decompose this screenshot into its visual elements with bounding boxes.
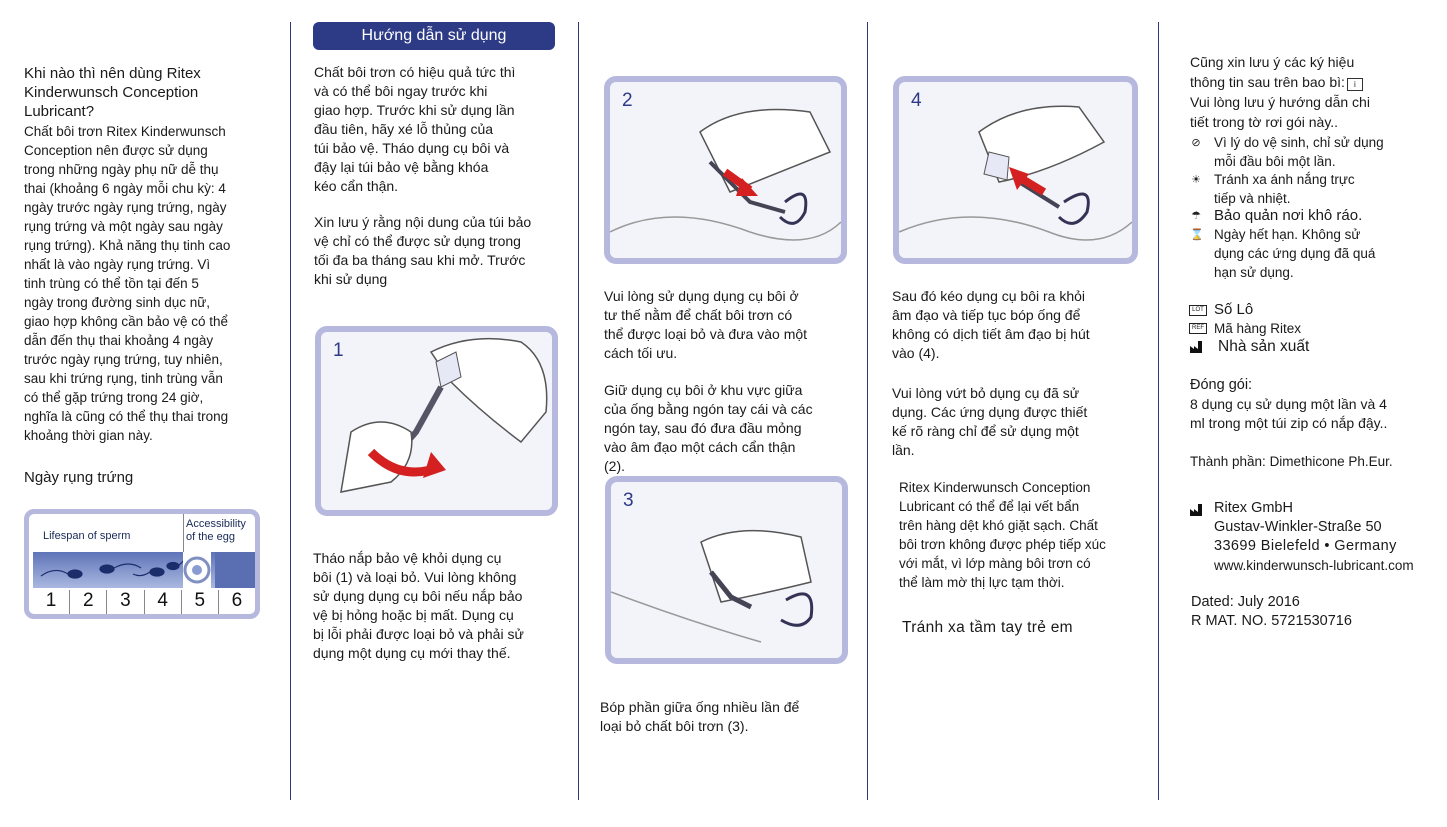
- company-address: [1214, 499, 1444, 575]
- day-3: 3: [107, 590, 144, 614]
- column-divider: [290, 22, 291, 800]
- umbrella-icon: ☂: [1191, 210, 1201, 222]
- instructions-header: Hướng dẫn sử dụng: [313, 22, 555, 50]
- egg-accessibility-label: Accessibility of the egg: [186, 518, 246, 543]
- sym-sunlight: Tránh xa ánh nắng trực tiếp và nhiệt.: [1214, 172, 1355, 206]
- factory-icon-address: [1190, 504, 1204, 516]
- lot-icon: LOT: [1189, 305, 1207, 316]
- column-divider: [1158, 22, 1159, 800]
- day-4: 4: [145, 590, 182, 614]
- column-divider: [867, 22, 868, 800]
- hourglass-icon: ⌛: [1190, 229, 1204, 241]
- sperm-band: [33, 552, 255, 588]
- step-3-number: 3: [623, 490, 634, 511]
- sym-single-use: Vì lý do vệ sinh, chỉ sử dụng mỗi đầu bôi một lần.: [1214, 135, 1384, 169]
- col1-body: Chất bôi trơn Ritex Kinderwunsch Conception nên được sử dụng trong những ngày phụ nữ dễ thụ thai (khoảng 6 ngày mỗi chu kỳ: 4 ngày trước ngày rụng trứng, ngày rụng trứng và một ngày sau ngày rụng trứng). Khả năng thụ tinh cao nhất là vào ngày rụng trứng. Vì tinh trùng có thể tồn tại đến 5 ngày trong đường sinh dục nữ, giao hợp không cần bảo vệ có thể dẫn đến thụ thai khoảng 4 ngày trước ngày rụng trứng, tuy nhiên, sau khi trứng rụng, tinh trùng vẫn có thể gặp trứng trong 24 giờ, nghĩa là cũng có thể thụ thai trong khoảng thời gian này.: [24, 124, 231, 443]
- column-divider: [578, 22, 579, 800]
- col3-para-1: Vui lòng sử dụng dụng cụ bôi ở tư thế nằm để chất bôi trơn có thể được loại bỏ và đưa vào một cách tối ưu.: [604, 288, 808, 361]
- day-6: 6: [231, 590, 243, 611]
- packaging-title: Đóng gói:: [1190, 377, 1253, 393]
- fertility-chart: [24, 509, 260, 619]
- col5-intro: Cũng xin lưu ý các ký hiệu thông tin sau trên bao bì: i Vui lòng lưu ý hướng dẫn chi tiết trong tờ rơi gói này..: [1190, 54, 1370, 130]
- children-warning: Tránh xa tầm tay trẻ em: [902, 619, 1073, 636]
- sunlight-icon: ☀: [1191, 174, 1201, 186]
- step-1-illustration: [315, 326, 558, 516]
- step-3-illustration: [605, 476, 848, 664]
- info-symbol-icon: i: [1347, 78, 1363, 91]
- day-numbers: [33, 590, 255, 614]
- single-use-icon: ⊘: [1191, 137, 1201, 149]
- col4-para-1: Sau đó kéo dụng cụ bôi ra khỏi âm đạo và tiếp tục bóp ống để không có dịch tiết âm đạo bị hút vào (4).: [892, 288, 1090, 361]
- company-name: Ritex GmbH: [1214, 500, 1293, 516]
- col4-para-2: Vui lòng vứt bỏ dụng cụ đã sử dụng. Các ứng dụng được thiết kế rõ ràng chỉ để sử dụng một lần.: [892, 385, 1088, 458]
- ref-icon: REF: [1189, 323, 1207, 334]
- rmat-number: R MAT. NO. 5721530716: [1191, 613, 1352, 629]
- col2-para-3: Tháo nắp bảo vệ khỏi dụng cụ bôi (1) và loại bỏ. Vui lòng không sử dụng dụng cụ bôi nếu nắp bảo vệ bị hỏng hoặc bị mất. Dụng cụ bị lỗi phải được loại bỏ và phải sử dụng một dụng cụ mới thay thế.: [313, 550, 524, 661]
- col1-heading: Khi nào thì nên dùng Ritex Kinderwunsch Conception Lubricant?: [24, 65, 201, 120]
- step-2-illustration: [604, 76, 847, 264]
- step-2-number: 2: [622, 90, 633, 111]
- col4-para-3: Ritex Kinderwunsch Conception Lubricant có thể để lại vết bẩn trên hàng dệt khó giặt sạch. Chất bôi trơn không được phép tiếp xúc với mắt, vì lớp màng bôi trơn có thể làm mờ thị lực tạm thời.: [899, 480, 1106, 590]
- ovulation-label: Ngày rụng trứng: [24, 469, 134, 486]
- day-5: 5: [182, 590, 219, 614]
- sym-dry: Bảo quản nơi khô ráo.: [1214, 207, 1363, 224]
- day-1: 1: [33, 590, 70, 614]
- col2-para-2: Xin lưu ý rằng nội dung của túi bảo vệ chỉ có thể được sử dụng trong tối đa ba tháng sau khi mở. Trước khi sử dụng: [314, 214, 532, 287]
- col3-para-2: Giữ dụng cụ bôi ở khu vực giữa của ống bằng ngón tay cái và các ngón tay, sau đó đưa đầu mỏng vào âm đạo một cách cẩn thận (2).: [604, 382, 813, 474]
- sym-expiry: Ngày hết hạn. Không sử dụng các ứng dụng đã quá hạn sử dụng.: [1214, 227, 1376, 280]
- website: www.kinderwunsch-lubricant.com: [1214, 558, 1414, 573]
- step-1-number: 1: [333, 340, 344, 361]
- packaging-text: 8 dụng cụ sử dụng một lần và 4 ml trong một túi zip có nắp đậy..: [1190, 396, 1388, 431]
- day-2: 2: [70, 590, 107, 614]
- dated: Dated: July 2016: [1191, 594, 1300, 610]
- manufacturer-label: Nhà sản xuất: [1218, 338, 1310, 355]
- ref-label: Mã hàng Ritex: [1214, 321, 1302, 336]
- street: Gustav-Winkler-Straße 50: [1214, 519, 1382, 535]
- sperm-lifespan-label: Lifespan of sperm: [43, 530, 131, 542]
- lot-label: Số Lô: [1214, 301, 1254, 318]
- ingredients: Thành phần: Dimethicone Ph.Eur.: [1190, 454, 1393, 469]
- step-4-illustration: [893, 76, 1138, 264]
- factory-icon: [1190, 341, 1204, 353]
- step-4-number: 4: [911, 90, 922, 111]
- col2-para-1: Chất bôi trơn có hiệu quả tức thì và có thể bôi ngay trước khi giao hợp. Trước khi sử dụng lần đầu tiên, hãy xé lỗ thủng của túi bảo vệ. Tháo dụng cụ bôi và đậy lại túi bảo vệ bằng khóa kéo cẩn thận.: [314, 64, 516, 194]
- city: 33699 Bielefeld • Germany: [1214, 538, 1397, 554]
- col3-para-3: Bóp phần giữa ống nhiều lần để loại bỏ chất bôi trơn (3).: [600, 699, 800, 734]
